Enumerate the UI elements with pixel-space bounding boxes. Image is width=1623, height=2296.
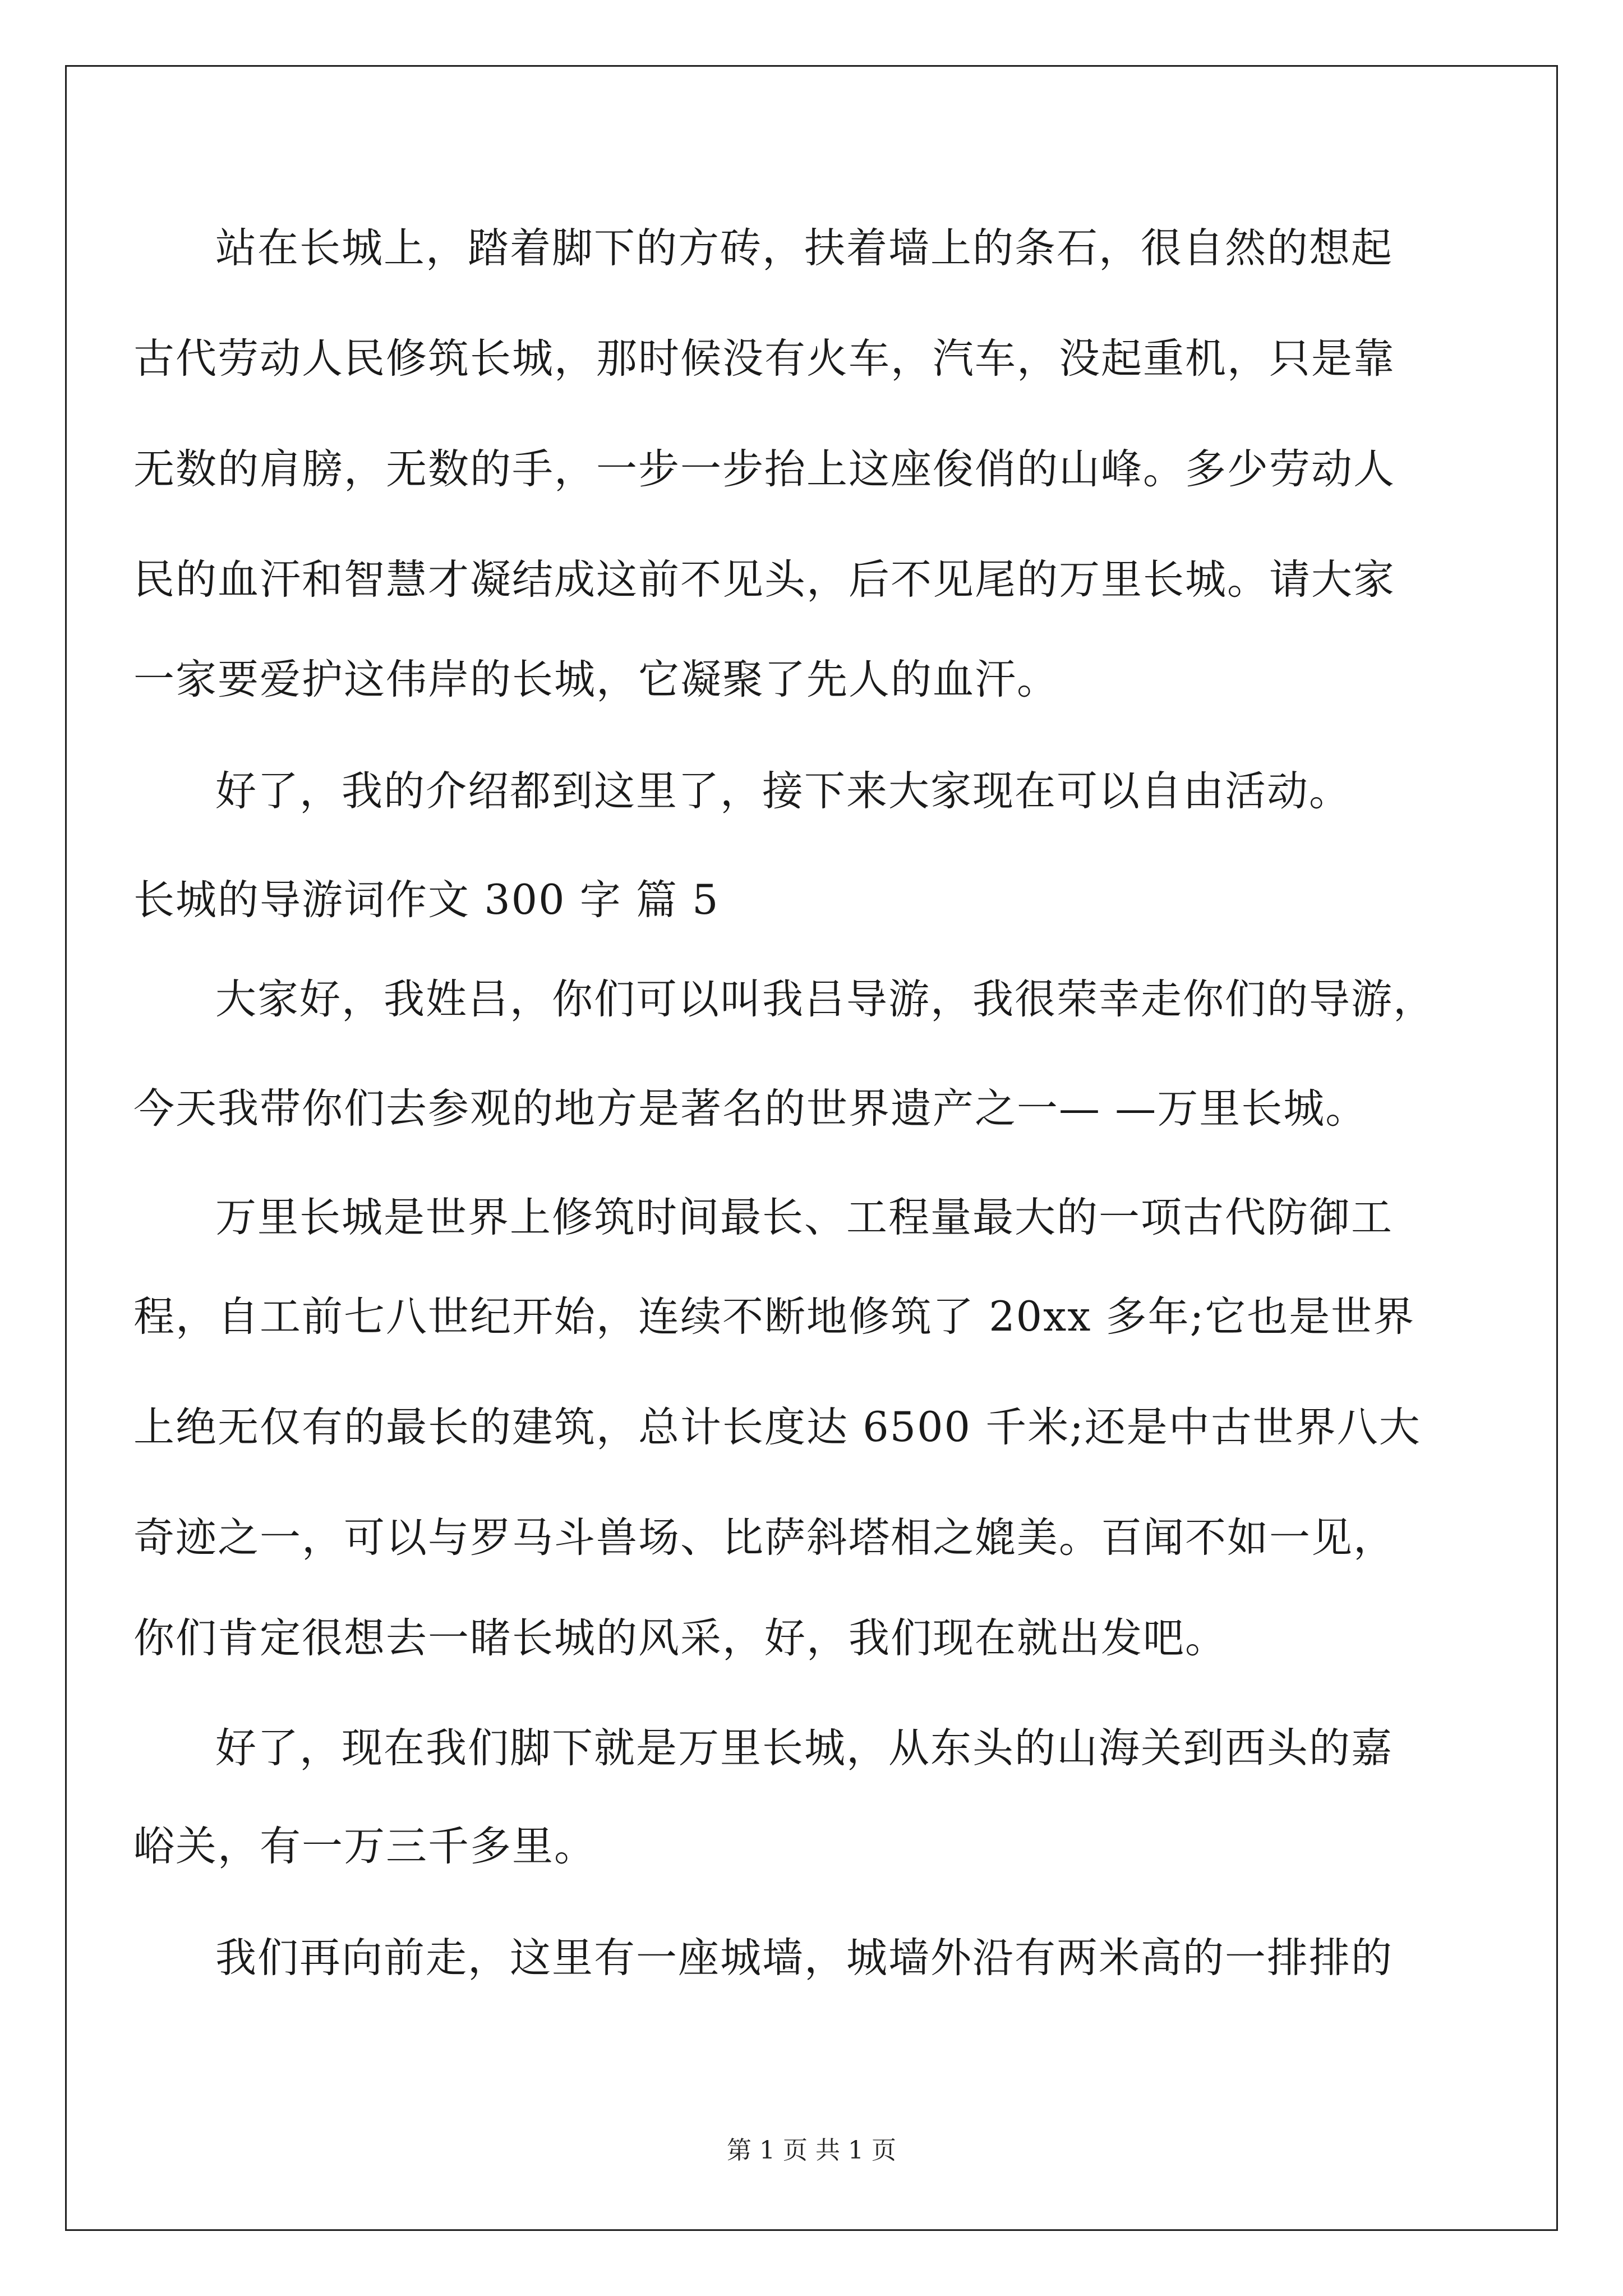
paragraph-line: 程，自工前七八世纪开始，连续不断地修筑了 20xx 多年;它也是世界 [133, 1293, 1415, 1341]
paragraph-line: 一家要爱护这伟岸的长城，它凝聚了先人的血汗。 [133, 656, 1059, 703]
paragraph-line: 无数的肩膀，无数的手，一步一步抬上这座俊俏的山峰。多少劳动人 [133, 445, 1395, 493]
paragraph-line: 好了，我的介绍都到这里了，接下来大家现在可以自由活动。 [215, 767, 1351, 815]
paragraph-line: 民的血汗和智慧才凝结成这前不见头，后不见尾的万里长城。请大家 [133, 556, 1395, 604]
paragraph-line: 万里长城是世界上修筑时间最长、工程量最大的一项古代防御工 [215, 1194, 1393, 1241]
paragraph-line: 峪关，有一万三千多里。 [133, 1823, 596, 1870]
paragraph-line: 大家好，我姓吕，你们可以叫我吕导游，我很荣幸走你们的导游， [215, 976, 1435, 1023]
paragraph-line: 奇迹之一，可以与罗马斗兽场、比萨斜塔相之媲美。百闻不如一见， [133, 1514, 1395, 1562]
page-border [65, 65, 1558, 2231]
paragraph-line: 上绝无仅有的最长的建筑，总计长度达 6500 千米;还是中古世界八大 [133, 1404, 1421, 1451]
paragraph-line: 古代劳动人民修筑长城，那时候没有火车，汽车，没起重机，只是靠 [133, 335, 1395, 383]
paragraph-line: 你们肯定很想去一睹长城的风采，好，我们现在就出发吧。 [133, 1614, 1227, 1662]
paragraph-line: 好了，现在我们脚下就是万里长城，从东头的山海关到西头的嘉 [215, 1724, 1393, 1772]
paragraph-line: 今天我带你们去参观的地方是著名的世界遗产之一— —万里长城。 [133, 1085, 1368, 1133]
paragraph-line: 我们再向前走，这里有一座城墙，城墙外沿有两米高的一排排的 [215, 1934, 1393, 1982]
page-number-footer: 第 1 页 共 1 页 [727, 2136, 896, 2165]
section-heading: 长城的导游词作文 300 字 篇 5 [133, 876, 720, 924]
paragraph-line: 站在长城上，踏着脚下的方砖，扶着墙上的条石，很自然的想起 [215, 224, 1393, 272]
